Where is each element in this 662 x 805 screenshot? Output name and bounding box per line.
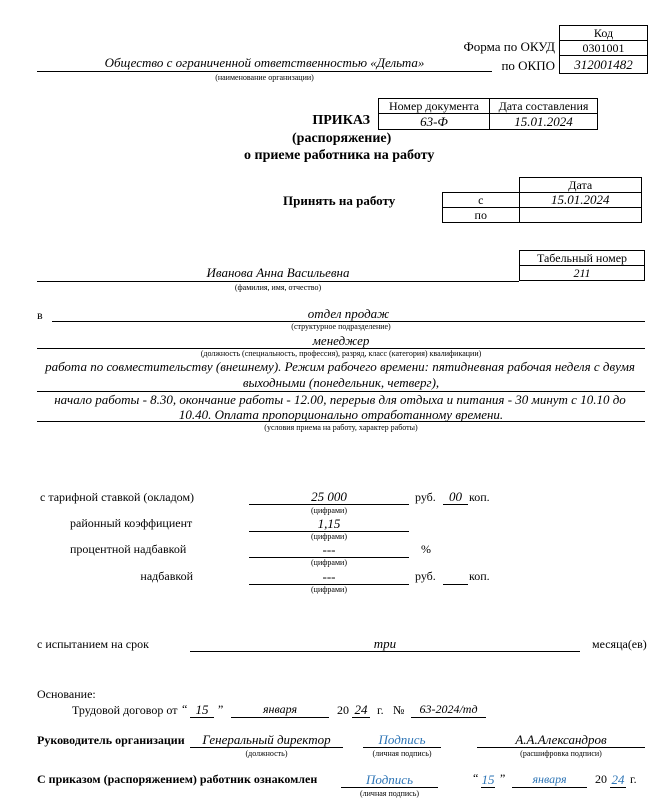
- tab-number: 211: [520, 266, 645, 281]
- date-header: Дата: [519, 178, 642, 193]
- hire-label: Принять на работу: [283, 193, 396, 208]
- quote-close: ”: [218, 702, 224, 716]
- organization-name: Общество с ограниченной ответственностью «Дельта»: [37, 55, 492, 72]
- in-label: в: [37, 308, 43, 322]
- head-position-caption: (должность): [245, 749, 288, 758]
- head-position: Генеральный директор: [190, 732, 343, 748]
- position-caption: (должность (специальность, профессия), разряд, класс (категория) квалификации): [200, 349, 482, 358]
- head-name: А.А.Александров: [477, 732, 645, 748]
- head-name-caption: (расшифровка подписи): [520, 749, 602, 758]
- okud-label: Форма по ОКУД: [463, 39, 555, 54]
- rate-rub-label: руб.: [415, 490, 436, 504]
- bonus-kop-value: [443, 569, 468, 585]
- ack-day: 15: [481, 772, 495, 787]
- rate-label: с тарифной ставкой (окладом): [40, 490, 195, 504]
- quote-open: “: [182, 702, 188, 716]
- contract-year-suffix: г.: [377, 703, 384, 717]
- doc-number: 63-Ф: [379, 114, 490, 130]
- ack-year: 24: [611, 772, 625, 787]
- employee-signature[interactable]: Подпись: [341, 772, 438, 788]
- ack-quote-close: ”: [500, 771, 506, 785]
- full-name-caption: (фамилия, имя, отчество): [234, 283, 322, 292]
- to-label: по: [443, 208, 520, 223]
- probation-label: с испытанием на срок: [37, 637, 149, 651]
- ack-quote-open: “: [473, 771, 479, 785]
- rate-caption: (цифрами): [311, 506, 347, 515]
- from-date: 15.01.2024: [519, 193, 642, 208]
- department: отдел продаж: [52, 306, 645, 322]
- ack-year-prefix: 20: [595, 772, 607, 786]
- conditions-caption: (условия приема на работу, характер работы): [264, 423, 418, 432]
- percent-value: ---: [249, 542, 409, 558]
- contract-day: 15: [190, 702, 214, 718]
- codes-table: [559, 25, 648, 74]
- from-label: с: [443, 193, 520, 208]
- conditions-line-2: выходными (понедельник, четверг),: [37, 375, 645, 392]
- bonus-rub-label: руб.: [415, 569, 436, 583]
- conditions-line-1: работа по совместительству (внешнему). Режим рабочего времени: пятидневная рабочая неделя с двумя: [45, 359, 635, 374]
- bonus-value: ---: [249, 569, 409, 585]
- rate-kop-value: 00: [443, 489, 468, 505]
- doc-number-table: [378, 98, 598, 130]
- head-label: Руководитель организации: [37, 733, 185, 747]
- number-sign: №: [393, 703, 405, 717]
- code-header: Код: [560, 26, 648, 41]
- order-title: ПРИКАЗ: [312, 113, 370, 128]
- ack-month: января: [512, 772, 587, 788]
- basis-label: Основание:: [37, 687, 96, 701]
- department-caption: (структурное подразделение): [291, 322, 391, 331]
- head-signature[interactable]: Подпись: [363, 732, 441, 748]
- doc-number-label: Номер документа: [379, 99, 490, 114]
- rate-kop-label: коп.: [469, 490, 490, 504]
- contract-number: 63-2024/тд: [411, 702, 486, 718]
- coef-caption: (цифрами): [311, 532, 347, 541]
- bonus-kop-label: коп.: [469, 569, 490, 583]
- doc-date: 15.01.2024: [490, 114, 598, 130]
- ack-year-suffix: г.: [630, 772, 637, 786]
- contract-year: 24: [352, 702, 370, 718]
- bonus-caption: (цифрами): [311, 585, 347, 594]
- contract-year-prefix: 20: [337, 703, 349, 717]
- okpo-label: по ОКПО: [501, 58, 555, 73]
- head-signature-caption: (личная подпись): [372, 749, 432, 758]
- percent-label: процентной надбавкой: [70, 542, 187, 556]
- organization-caption: (наименование организации): [215, 73, 314, 82]
- acquainted-label: С приказом (распоряжением) работник ознакомлен: [37, 772, 318, 786]
- contract-label: Трудовой договор от: [72, 703, 178, 717]
- position: менеджер: [37, 333, 645, 349]
- probation-unit: месяца(ев): [592, 637, 647, 651]
- percent-caption: (цифрами): [311, 558, 347, 567]
- bonus-label: надбавкой: [140, 569, 193, 583]
- tab-number-label: Табельный номер: [520, 251, 645, 266]
- coef-label: районный коэффициент: [70, 516, 193, 530]
- okpo-value: 312001482: [560, 56, 648, 74]
- doc-date-label: Дата составления: [490, 99, 598, 114]
- order-subject: о приеме работника на работу: [244, 148, 435, 163]
- order-subtitle: (распоряжение): [292, 131, 392, 146]
- okud-value: 0301001: [560, 41, 648, 56]
- contract-month: января: [231, 702, 329, 718]
- hire-dates-table: [442, 177, 642, 223]
- conditions-line-3: начало работы - 8.30, окончание работы - 12.00, перерыв для отдыха и питания - 30 минут с 10.10 до: [54, 392, 626, 407]
- percent-sign: %: [421, 542, 431, 556]
- to-date: [519, 208, 642, 223]
- probation-value: три: [190, 636, 580, 652]
- rate-value: 25 000: [249, 489, 409, 505]
- coef-value: 1,15: [249, 516, 409, 532]
- employee-full-name: Иванова Анна Васильевна: [37, 265, 519, 282]
- employee-signature-caption: (личная подпись): [359, 789, 420, 798]
- conditions-line-4: 10.40. Оплата пропорционально отработанному времени.: [37, 407, 645, 422]
- tab-number-table: [519, 250, 645, 281]
